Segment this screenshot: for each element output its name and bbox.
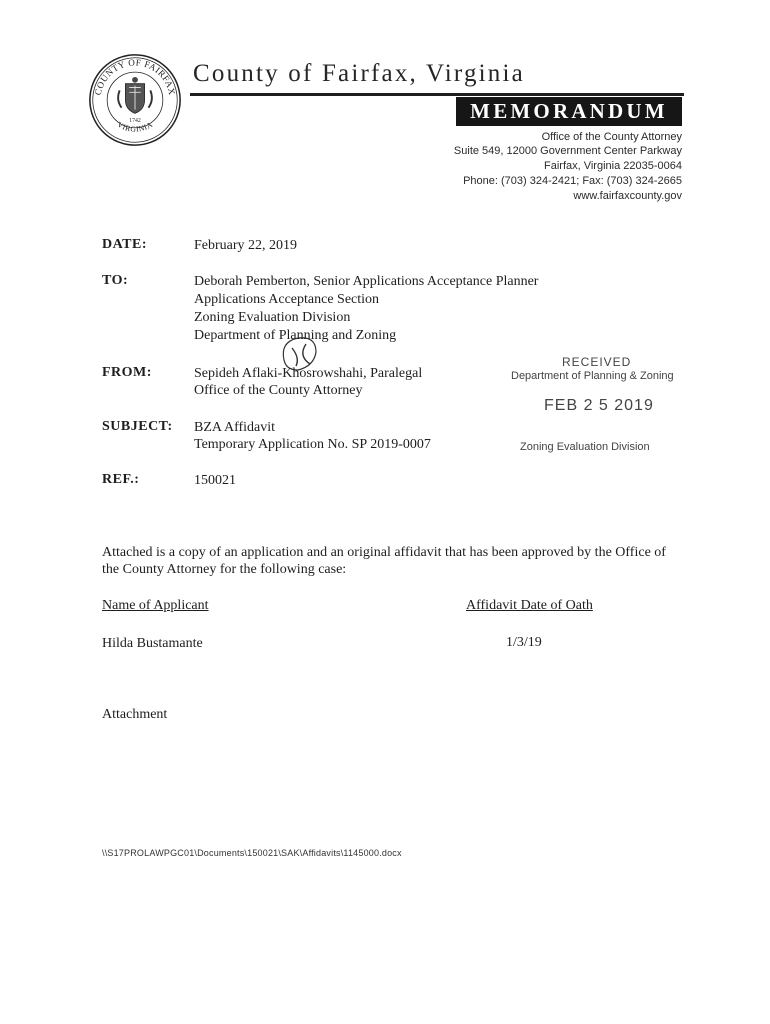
to-line-1: Deborah Pemberton, Senior Applications Acceptance Planner xyxy=(194,274,539,289)
to-line-4: Department of Planning and Zoning xyxy=(194,328,397,343)
attachment-label: Attachment xyxy=(102,707,168,722)
file-path-footer: \\S17PROLAWPGC01\Documents\150021\SAK\Affidavits\1145000.docx xyxy=(102,848,402,858)
ref-value: 150021 xyxy=(194,473,236,488)
office-line-3: Fairfax, Virginia 22035-0064 xyxy=(544,160,682,172)
from-line-2: Office of the County Attorney xyxy=(194,383,363,398)
ref-label: REF.: xyxy=(102,472,140,487)
memorandum-banner: MEMORANDUM xyxy=(456,97,682,126)
subject-line-2: Temporary Application No. SP 2019-0007 xyxy=(194,437,431,452)
column-affidavit-date: Affidavit Date of Oath xyxy=(466,598,593,613)
to-line-3: Zoning Evaluation Division xyxy=(194,310,351,325)
office-line-4: Phone: (703) 324-2421; Fax: (703) 324-2665 xyxy=(463,175,682,187)
stamp-division: Zoning Evaluation Division xyxy=(520,441,650,453)
title-rule xyxy=(190,93,684,96)
oath-date: 1/3/19 xyxy=(506,635,542,650)
county-title: County of Fairfax, Virginia xyxy=(193,60,525,87)
to-label: TO: xyxy=(102,273,129,288)
from-label: FROM: xyxy=(102,365,152,380)
date-value: February 22, 2019 xyxy=(194,238,298,253)
stamp-department: Department of Planning & Zoning xyxy=(511,370,674,382)
from-line-1: Sepideh Aflaki-Khosrowshahi, Paralegal xyxy=(194,366,423,381)
office-website: www.fairfaxcounty.gov xyxy=(573,190,682,202)
subject-line-1: BZA Affidavit xyxy=(194,420,276,435)
seal-bottom-text: VIRGINIA xyxy=(115,119,155,134)
date-label: DATE: xyxy=(102,237,148,252)
body-paragraph: Attached is a copy of an application and an original affidavit that has been approved by the Office of the County Attorney for the following case: xyxy=(102,545,666,577)
stamp-received: RECEIVED xyxy=(562,355,632,369)
seal-top-text: COUNTY OF FAIRFAX xyxy=(92,57,178,97)
column-applicant-name: Name of Applicant xyxy=(102,598,209,613)
county-seal-logo xyxy=(87,52,183,148)
office-line-1: Office of the County Attorney xyxy=(541,131,682,143)
seal-year: 1742 xyxy=(129,118,141,125)
subject-label: SUBJECT: xyxy=(102,419,173,434)
stamp-date: FEB 2 5 2019 xyxy=(544,397,654,414)
to-line-2: Applications Acceptance Section xyxy=(194,292,380,307)
office-line-2: Suite 549, 12000 Government Center Parkway xyxy=(453,145,682,157)
applicant-name: Hilda Bustamante xyxy=(102,636,203,651)
